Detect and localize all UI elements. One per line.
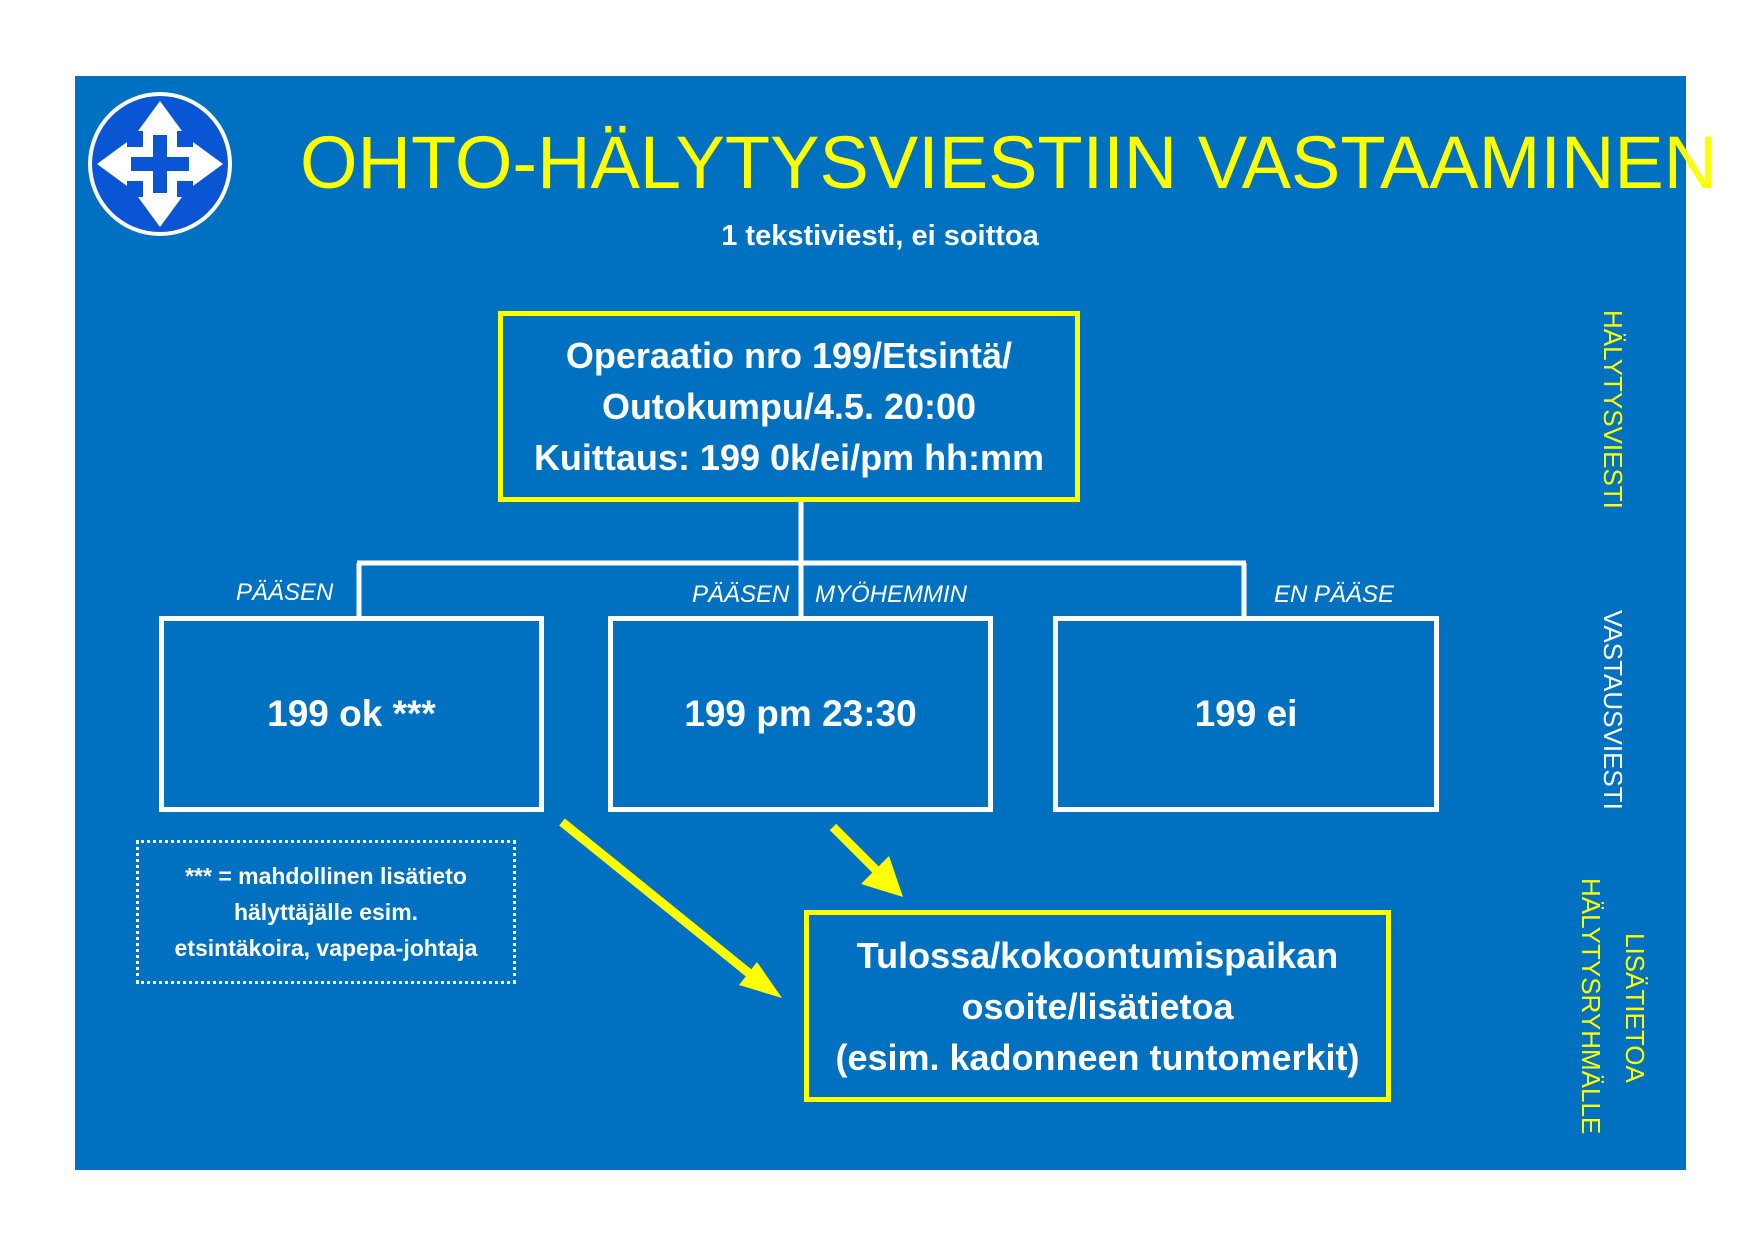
note-line-1: *** = mahdollinen lisätieto <box>185 863 467 889</box>
side-label-alert: HÄLYTYSVIESTI <box>1598 310 1628 509</box>
page-title: OHTO-HÄLYTYSVIESTIIN VASTAAMINEN <box>300 121 1718 204</box>
note-line-3: etsintäkoira, vapepa-johtaja <box>174 935 478 961</box>
side-label-response: VASTAUSVIESTI <box>1598 610 1628 810</box>
branch-label-coming-later-right: MYÖHEMMIN <box>815 581 967 608</box>
branch-label-coming-later-left: PÄÄSEN <box>692 581 790 608</box>
alert-line-2: Outokumpu/4.5. 20:00 <box>601 386 977 427</box>
arrow-left-shaft <box>562 822 750 974</box>
extra-info-box <box>804 910 1391 1102</box>
response-box-ok <box>159 616 544 812</box>
alert-message-box <box>498 311 1080 502</box>
note-line-2: hälyttäjälle esim. <box>233 899 419 925</box>
branch-label-coming: PÄÄSEN <box>236 579 334 606</box>
side-label-extra-1: LISÄTIETOA <box>1620 933 1650 1083</box>
response-later-text: 199 pm 23:30 <box>684 693 917 734</box>
arrow-middle-shaft <box>833 827 876 870</box>
info-line-2: osoite/lisätietoa <box>961 985 1234 1027</box>
info-line-3: (esim. kadonneen tuntomerkit) <box>835 1036 1360 1078</box>
side-label-extra-2: HÄLYTYSRYHMÄLLE <box>1576 878 1606 1135</box>
info-line-1: Tulossa/kokoontumispaikan <box>856 934 1339 976</box>
branch-label-not-coming: EN PÄÄSE <box>1274 581 1395 608</box>
footnote-box <box>136 840 516 984</box>
response-ok-text: 199 ok *** <box>267 693 436 734</box>
response-no-text: 199 ei <box>1194 693 1298 734</box>
page-subtitle: 1 tekstiviesti, ei soittoa <box>721 220 1039 252</box>
alert-line-3: Kuittaus: 199 0k/ei/pm hh:mm <box>533 437 1045 478</box>
cross-arrows-logo-icon <box>85 89 235 239</box>
alert-line-1: Operaatio nro 199/Etsintä/ <box>565 335 1013 376</box>
response-box-no <box>1053 616 1439 812</box>
response-box-later <box>608 616 993 812</box>
